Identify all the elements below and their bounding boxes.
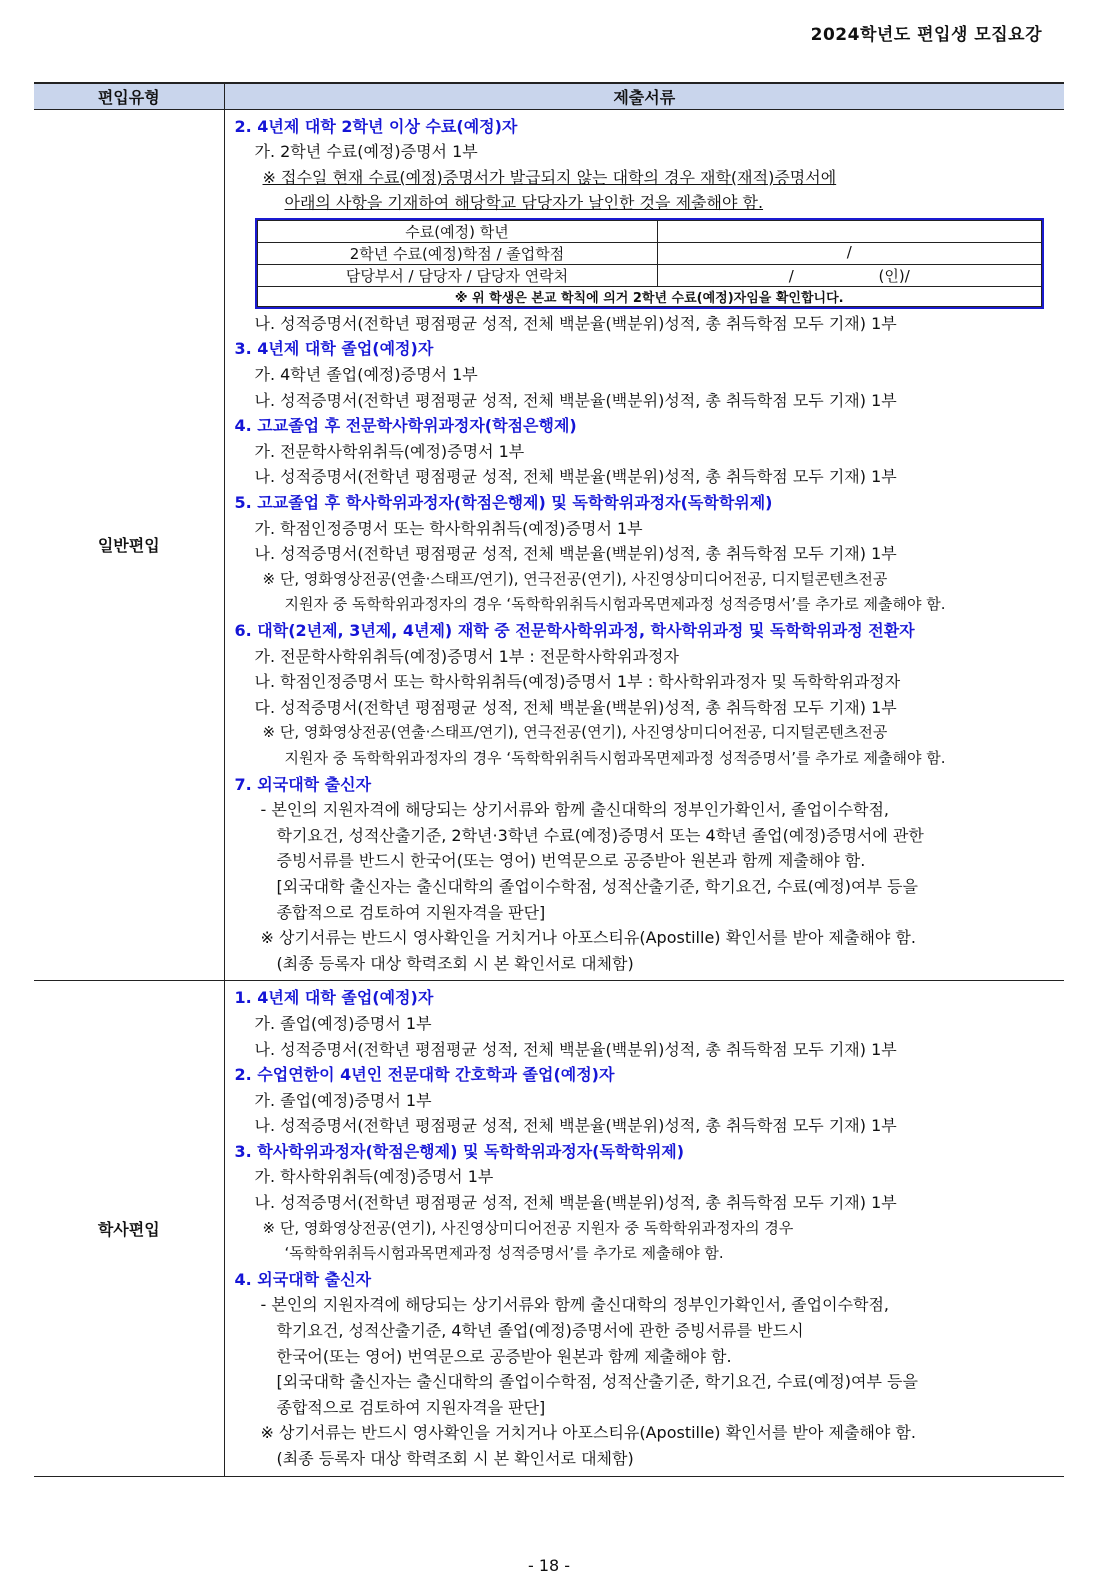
note-line: ※ 단, 영화영상전공(연출·스태프/연기), 연극전공(연기), 사진영상미디어전공, 디지털콘텐츠전공 [262,569,888,588]
page-number: - 18 - [527,1556,571,1575]
note-line: (최종 등록자 대상 학력조회 시 본 확인서로 대체함) [276,1449,634,1468]
list-item: 나. 성적증명서(전학년 평점평균 성적, 전체 백분율(백분위)성적, 총 취득학점 모두 기재) 1부 [254,1193,897,1213]
form-label: 2학년 수료(예정)학점 / 졸업학점 [257,242,657,264]
note-line: 지원자 중 독학학위과정자의 경우 ‘독학학위취득시험과목면제과정 성적증명서’를 추가로 제출해야 함. [284,748,946,767]
list-item: 나. 성적증명서(전학년 평점평균 성적, 전체 백분율(백분위)성적, 총 취득학점 모두 기재) 1부 [254,544,897,564]
form-label: 수료(예정) 학년 [257,220,657,242]
table-header-row [34,83,1064,109]
form-value: / (인)/ [657,264,1042,286]
note-line: ※ 단, 영화영상전공(연기), 사진영상미디어전공 지원자 중 독학학위과정자의 경우 [262,1218,794,1237]
body-line: 종합적으로 검토하여 지원자격을 판단] [276,902,546,922]
list-item: 나. 성적증명서(전학년 평점평균 성적, 전체 백분율(백분위)성적, 총 취득학점 모두 기재) 1부 [254,1039,897,1059]
list-item: 가. 4학년 졸업(예정)증명서 1부 [254,365,478,385]
section-heading: 2. 4년제 대학 2학년 이상 수료(예정)자 [234,116,518,136]
list-item: 나. 성적증명서(전학년 평점평균 성적, 전체 백분율(백분위)성적, 총 취득학점 모두 기재) 1부 [254,390,897,410]
section-heading: 2. 수업연한이 4년인 전문대학 간호학과 졸업(예정)자 [234,1065,615,1085]
body-line: 증빙서류를 반드시 한국어(또는 영어) 번역문으로 공증받아 원본과 함께 제출해야 함. [276,851,866,871]
body-line: 종합적으로 검토하여 지원자격을 판단] [276,1397,546,1417]
list-item: 가. 학점인정증명서 또는 학사학위취득(예정)증명서 1부 [254,518,643,538]
body-line: 학기요건, 성적산출기준, 4학년 졸업(예정)증명서에 관한 증빙서류를 반드시 [276,1321,804,1341]
documents-cell-bachelor [224,981,1064,1476]
section-heading: 1. 4년제 대학 졸업(예정)자 [234,988,434,1008]
requirements-table [34,82,1064,1477]
form-value: / [657,242,1042,264]
note-line: 지원자 중 독학학위과정자의 경우 ‘독학학위취득시험과목면제과정 성적증명서’를 추가로 제출해야 함. [284,595,946,614]
body-line: - 본인의 지원자격에 해당되는 상기서류와 함께 출신대학의 정부인가확인서, 졸업이수학점, [260,800,890,820]
section-heading: 7. 외국대학 출신자 [234,774,372,794]
column-header-documents: 제출서류 [224,83,1064,109]
type-cell-general: 일반편입 [34,109,224,981]
list-item: 나. 성적증명서(전학년 평점평균 성적, 전체 백분율(백분위)성적, 총 취득학점 모두 기재) 1부 [254,467,897,487]
note-line: ※ 접수일 현재 수료(예정)증명서가 발급되지 않는 대학의 경우 재학(재적)증명서에 [262,167,837,187]
confirmation-form-box [255,218,1045,309]
form-confirmation-note: ※ 위 학생은 본교 학칙에 의거 2학년 수료(예정)자임을 확인합니다. [257,286,1042,306]
section-heading: 3. 4년제 대학 졸업(예정)자 [234,339,434,359]
note-line: ※ 상기서류는 반드시 영사확인을 거치거나 아포스티유(Apostille) 확인서를 받아 제출해야 함. [260,1423,916,1443]
list-item: 가. 전문학사학위취득(예정)증명서 1부 [254,441,525,461]
note-line: ※ 상기서류는 반드시 영사확인을 거치거나 아포스티유(Apostille) 확인서를 받아 제출해야 함. [260,928,916,948]
note-line: ※ 단, 영화영상전공(연출·스태프/연기), 연극전공(연기), 사진영상미디어전공, 디지털콘텐츠전공 [262,723,888,742]
note-line: (최종 등록자 대상 학력조회 시 본 확인서로 대체함) [276,953,634,973]
body-line: [외국대학 출신자는 출신대학의 졸업이수학점, 성적산출기준, 학기요건, 수료(예정)여부 등을 [276,876,918,896]
form-label: 담당부서 / 담당자 / 담당자 연락처 [257,264,657,286]
table-row-bachelor [34,981,1064,1476]
list-item: 나. 성적증명서(전학년 평점평균 성적, 전체 백분율(백분위)성적, 총 취득학점 모두 기재) 1부 [254,1116,897,1136]
list-item: 가. 전문학사학위취득(예정)증명서 1부 : 전문학사학위과정자 [254,646,679,666]
list-item: 가. 졸업(예정)증명서 1부 [254,1013,432,1033]
section-heading: 6. 대학(2년제, 3년제, 4년제) 재학 중 전문학사학위과정, 학사학위과정 및 독학학위과정 전환자 [234,621,915,640]
list-item: 가. 2학년 수료(예정)증명서 1부 [254,142,478,162]
body-line: - 본인의 지원자격에 해당되는 상기서류와 함께 출신대학의 정부인가확인서, 졸업이수학점, [260,1295,890,1315]
list-item: 나. 성적증명서(전학년 평점평균 성적, 전체 백분율(백분위)성적, 총 취득학점 모두 기재) 1부 [254,313,897,333]
type-cell-bachelor: 학사편입 [34,981,224,1476]
section-heading: 3. 학사학위과정자(학점은행제) 및 독학학위과정자(독학학위제) [234,1141,685,1161]
note-line: 아래의 사항을 기재하여 해당학교 담당자가 날인한 것을 제출해야 함. [284,193,764,213]
document-title: 2024학년도 편입생 모집요강 [810,25,1042,45]
list-item: 다. 성적증명서(전학년 평점평균 성적, 전체 백분율(백분위)성적, 총 취득학점 모두 기재) 1부 [254,697,897,717]
note-line: ‘독학학위취득시험과목면제과정 성적증명서’를 추가로 제출해야 함. [284,1244,724,1263]
section-heading: 4. 외국대학 출신자 [234,1269,372,1289]
body-line: 한국어(또는 영어) 번역문으로 공증받아 원본과 함께 제출해야 함. [276,1346,732,1366]
list-item: 나. 학점인정증명서 또는 학사학위취득(예정)증명서 1부 : 학사학위과정자 및 독학학위과정자 [254,672,901,692]
body-line: [외국대학 출신자는 출신대학의 졸업이수학점, 성적산출기준, 학기요건, 수료(예정)여부 등을 [276,1372,918,1392]
list-item: 가. 학사학위취득(예정)증명서 1부 [254,1167,494,1187]
documents-cell-general [224,109,1064,981]
table-row-general [34,109,1064,981]
section-heading: 4. 고교졸업 후 전문학사학위과정자(학점은행제) [234,416,577,436]
section-heading: 5. 고교졸업 후 학사학위과정자(학점은행제) 및 독학학위과정자(독학학위제) [234,493,773,513]
list-item: 가. 졸업(예정)증명서 1부 [254,1090,432,1110]
form-value [657,220,1042,242]
column-header-type: 편입유형 [34,83,224,109]
body-line: 학기요건, 성적산출기준, 2학년·3학년 수료(예정)증명서 또는 4학년 졸업(예정)증명서에 관한 [276,825,924,845]
